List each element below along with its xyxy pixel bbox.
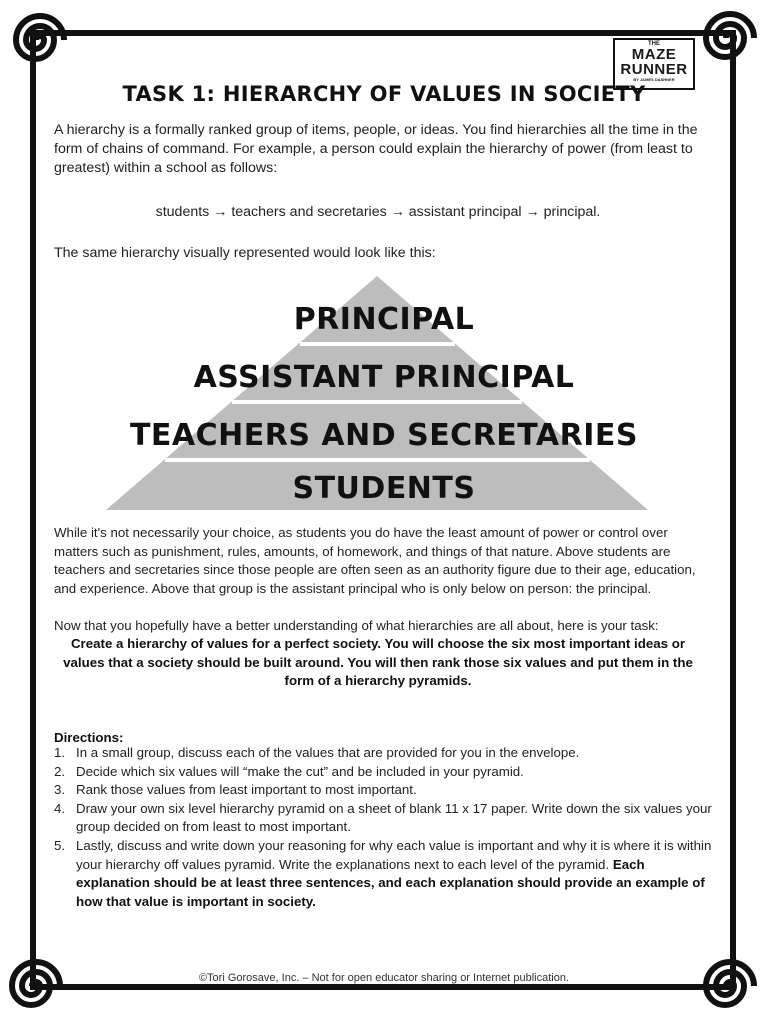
explanation-paragraph: While it's not necessarily your choice, as students you do have the least amount of power or control over matters such as punishment, rules, amounts, of homework, and things of that nature. Above students are teachers and secretaries since those people are often seen as an authority figure due to their age, education, and experience. Above that group is the assistant principal who is only below on person: the principal. [54,525,696,596]
direction-item [54,744,714,763]
logo-runner: RUNNER [620,61,688,78]
direction-item [54,837,714,911]
visual-intro: The same hierarchy visually represented would look like this: [54,245,436,261]
logo-the: THE [648,41,660,47]
direction-item [54,781,714,800]
pyramid-level-teachers: TEACHERS AND SECRETARIES [129,418,639,453]
corner-swirl-bottom-left-icon [6,956,66,1016]
direction-bold-text: Each explanation should be at least three sentences, and each explanation should provide an example of how that value is important in society. [76,856,705,909]
direction-number: 4. [54,800,66,816]
corner-swirl-bottom-right-icon [700,956,760,1016]
direction-item [54,763,714,782]
logo-author: BY JAMES DASHNER [633,77,675,82]
corner-swirl-top-left-icon [10,10,70,70]
direction-text: Rank those values from least important to most important. [76,782,417,798]
pyramid-level-principal: PRINCIPAL [293,302,475,337]
direction-number: 5. [54,837,66,853]
direction-text: Lastly, discuss and write down your reasoning for why each value is important and why it is where it is within your hierarchy off values pyramid. Write the explanations next to each level of the pyramid. [76,837,712,872]
hierarchy-pyramid [0,270,768,515]
logo-maze: MAZE [631,46,677,63]
direction-number: 3. [54,782,66,798]
direction-item [54,800,714,837]
pyramid-level-assistant-principal: ASSISTANT PRINCIPAL [193,360,575,395]
hierarchy-chain: students → teachers and secretaries → assistant principal → principal. [155,204,601,220]
task-intro: Now that you hopefully have a better understanding of what hierarchies are all about, here is your task: [54,618,659,633]
page-title: TASK 1: HIERARCHY OF VALUES IN SOCIETY [122,82,646,106]
intro-paragraph: A hierarchy is a formally ranked group of items, people, or ideas. You find hierarchies all the time in the form of chains of command. For example, a person could explain the hierarchy of power (from least to greatest) within a school as follows: [54,122,698,176]
direction-number: 2. [54,763,66,779]
task-instructions: Create a hierarchy of values for a perfect society. You will choose the six most important ideas or values that a society should be built around. You will then rank those six values and put them in the form of a hierarchy pyramids. [63,636,693,688]
corner-swirl-top-right-icon [700,8,760,68]
direction-text: In a small group, discuss each of the values that are provided for you in the envelope. [76,745,580,760]
directions-heading: Directions: [54,730,124,745]
pyramid-level-students: STUDENTS [292,471,476,506]
copyright-footer: ©Tori Gorosave, Inc. – Not for open educator sharing or Internet publication. [198,972,570,984]
direction-text: Draw your own six level hierarchy pyramid on a sheet of blank 11 x 17 paper. Write down the six values your group decided on from least to most important. [76,800,712,835]
direction-number: 1. [54,745,66,760]
direction-text: Decide which six values will “make the cut” and be included in your pyramid. [76,763,524,779]
directions-list [54,744,714,911]
